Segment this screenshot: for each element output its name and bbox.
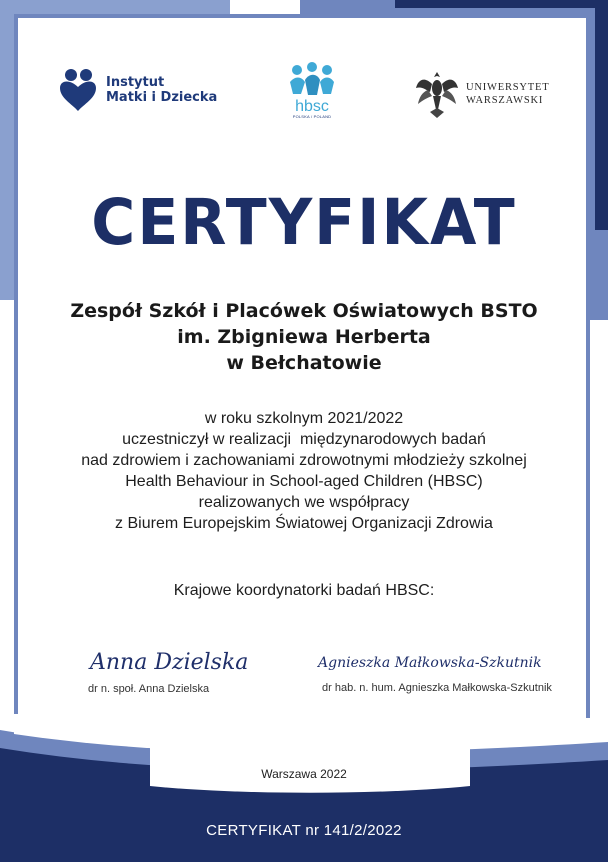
body-line-3: nad zdrowiem i zachowaniami zdrowotnymi młodzieży szkolnej	[81, 452, 527, 469]
school-name-line1: Zespół Szkół i Placówek Oświatowych BSTO	[70, 300, 538, 322]
school-name-line2: im. Zbigniewa Herberta	[177, 326, 431, 348]
imid-name-line1: Instytut	[106, 75, 165, 90]
school-name-block	[0, 298, 608, 376]
uw-name-line2: WARSZAWSKI	[466, 95, 544, 106]
hbsc-logo	[284, 62, 340, 119]
hbsc-country: POLSKA / POLAND	[292, 114, 332, 119]
body-line-2: uczestniczył w realizacji międzynarodowych badań	[122, 431, 486, 448]
body-line-1: w roku szkolnym 2021/2022	[204, 410, 404, 427]
city-year: Warszawa 2022	[261, 767, 347, 781]
signatory-name-dzielska: dr n. społ. Anna Dzielska	[88, 683, 210, 695]
school-name-line3: w Bełchatowie	[226, 352, 382, 374]
eagle-emblem-icon	[414, 68, 460, 120]
heart-people-icon	[58, 68, 98, 112]
signature-malkowska: Agnieszka Małkowska-Szkutnik	[318, 655, 542, 671]
certificate-number: CERTYFIKAT nr 141/2/2022	[206, 822, 402, 839]
imid-name-line2: Matki i Dziecka	[106, 90, 218, 105]
logo-row	[0, 62, 608, 142]
uw-name-line1: UNIWERSYTET	[466, 82, 550, 93]
hbsc-wordmark: hbsc	[295, 98, 329, 115]
certificate-title: CERTYFIKAT	[91, 186, 517, 260]
certificate-body	[0, 408, 608, 534]
coordinators-label: Krajowe koordynatorki badań HBSC:	[173, 582, 435, 599]
signature-dzielska: Anna Dzielska	[90, 650, 249, 675]
body-line-6: z Biurem Europejskim Światowej Organizacji Zdrowia	[115, 515, 493, 532]
hbsc-people-icon	[287, 62, 337, 98]
uniwersytet-warszawski-logo	[414, 68, 549, 120]
body-line-5: realizowanych we współpracy	[198, 494, 410, 511]
signatory-name-malkowska: dr hab. n. hum. Agnieszka Małkowska-Szkutnik	[322, 682, 552, 694]
instytut-matki-i-dziecka-logo	[58, 68, 217, 112]
body-line-4: Health Behaviour in School-aged Children (HBSC)	[125, 473, 483, 490]
